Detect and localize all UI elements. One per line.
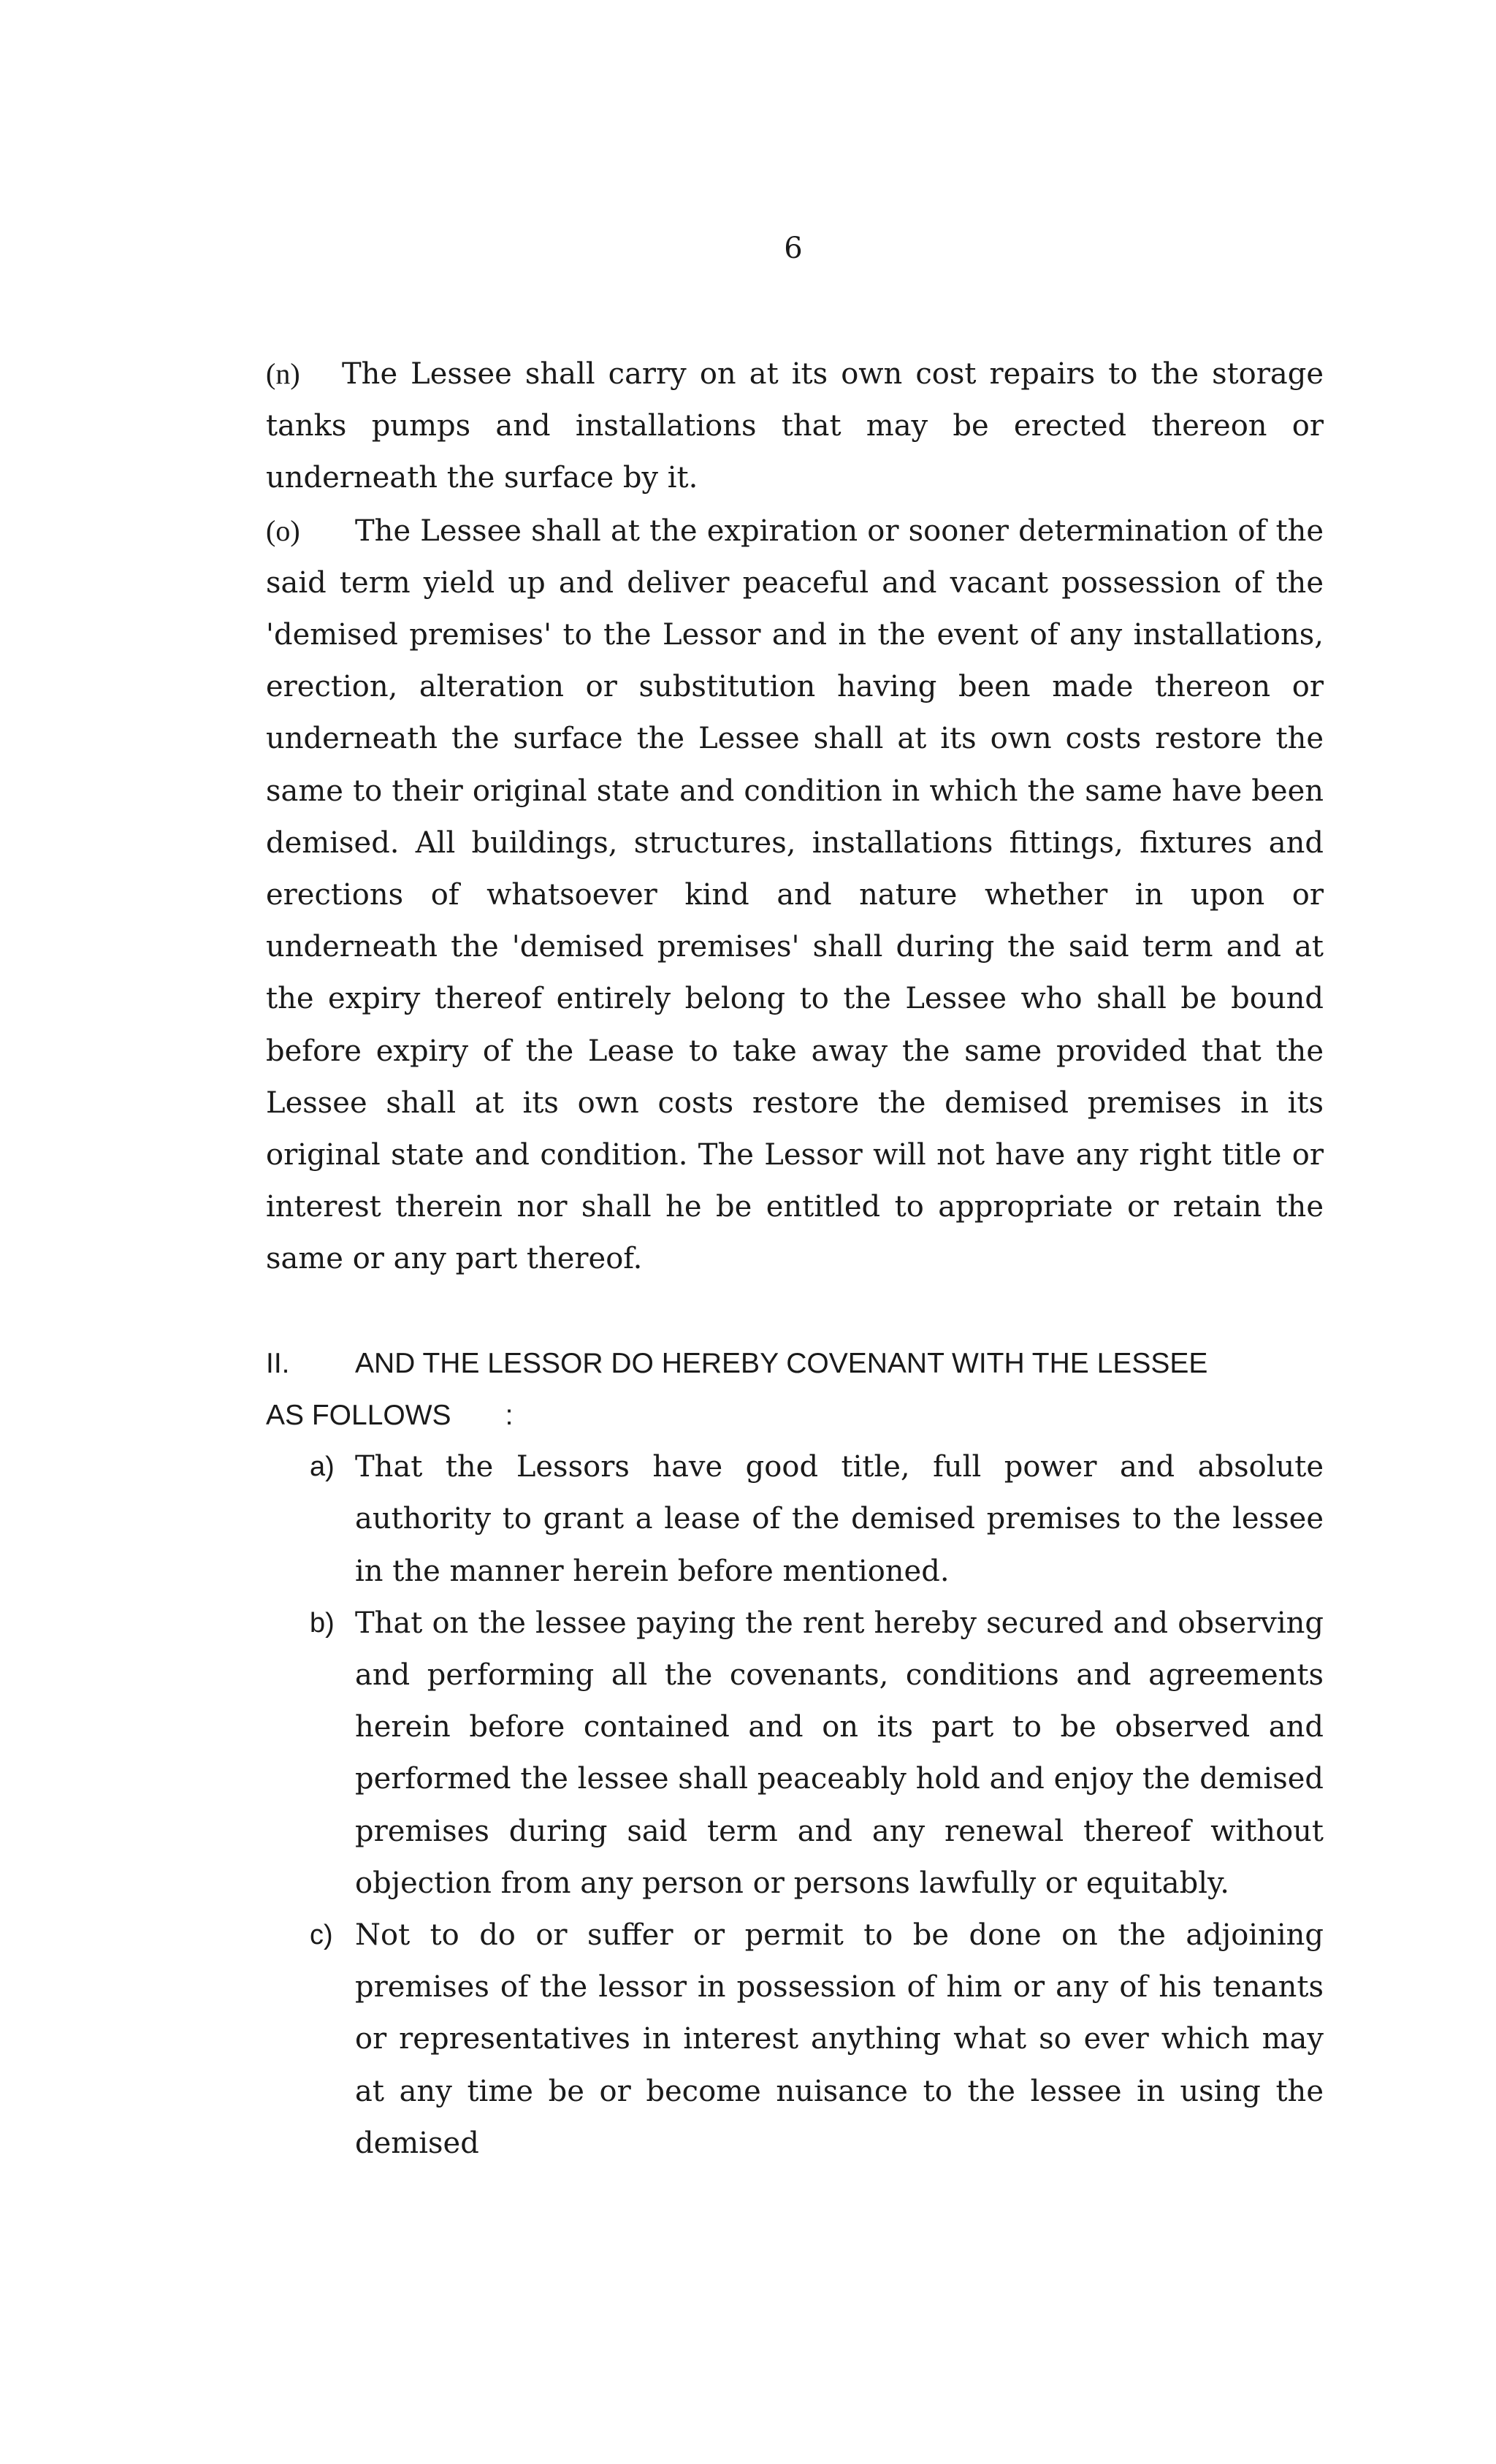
clause-n-text: The Lessee shall carry on at its own cost repairs to the storage tanks pumps and installations that may be erected thereon or underneath the surface by it. — [266, 357, 1324, 495]
list-item — [266, 1441, 1324, 1598]
document-body — [266, 348, 1324, 2170]
section-ii-heading-line2 — [266, 1389, 1324, 1441]
page-number: 6 — [784, 232, 803, 265]
section-ii-marker: II. — [266, 1347, 290, 1379]
list-item-marker: a) — [310, 1452, 335, 1483]
section-ii-heading-line1 — [266, 1338, 1324, 1389]
section-ii-heading-colon: : — [505, 1400, 514, 1432]
list-item — [266, 1598, 1324, 1910]
list-item-text: That on the lessee paying the rent hereby secured and observing and performing all the covenants, conditions and agreements herein before contained and on its part to be observed and performed the lessee shall peaceably hold and enjoy the demised premises during said term and any renewal thereof without objection from any person or persons lawfully or equitably. — [355, 1606, 1324, 1900]
covenant-list — [266, 1441, 1324, 2170]
list-item-marker: b) — [310, 1607, 335, 1639]
section-ii-heading — [266, 1338, 1324, 1441]
section-ii-heading-text-2: AS FOLLOWS — [266, 1400, 451, 1432]
list-item-marker: c) — [310, 1920, 333, 1951]
list-item — [266, 1910, 1324, 2170]
clause-o-marker: (o) — [266, 514, 300, 547]
section-ii-heading-text: AND THE LESSOR DO HEREBY COVENANT WITH THE LESSEE — [355, 1347, 1208, 1379]
list-item-text: Not to do or suffer or permit to be done on the adjoining premises of the lessor in possession of him or any of his tenants or representatives in interest anything what so ever which may at any time be or become nuisance to the lessee in using the demised — [355, 1918, 1324, 2160]
clause-n-marker: (n) — [266, 357, 300, 390]
clause-o-text: The Lessee shall at the expiration or sooner determination of the said term yield up and deliver peaceful and vacant possession of the 'demised premises' to the Lessor and in the event of any installations, erection, alteration or substitution having been made thereon or underneath the surface the Lessee shall at its own costs restore the same to their original state and condition in which the same have been demised. All buildings, structures, installations fittings, fixtures and erections of whatsoever kind and nature whether in upon or underneath the 'demised premises' shall during the said term and at the expiry thereof entirely belong to the Lessee who shall be bound before expiry of the Lease to take away the same provided that the Lessee shall at its own costs restore the demised premises in its original state and condition. The Lessor will not have any right title or interest therein nor shall he be entitled to appropriate or retain the same or any part thereof. — [266, 514, 1324, 1276]
clause-n — [266, 348, 1324, 505]
clause-o — [266, 505, 1324, 1286]
list-item-text: That the Lessors have good title, full power and absolute authority to grant a lease of the demised premises to the lessee in the manner herein before mentioned. — [355, 1450, 1324, 1588]
